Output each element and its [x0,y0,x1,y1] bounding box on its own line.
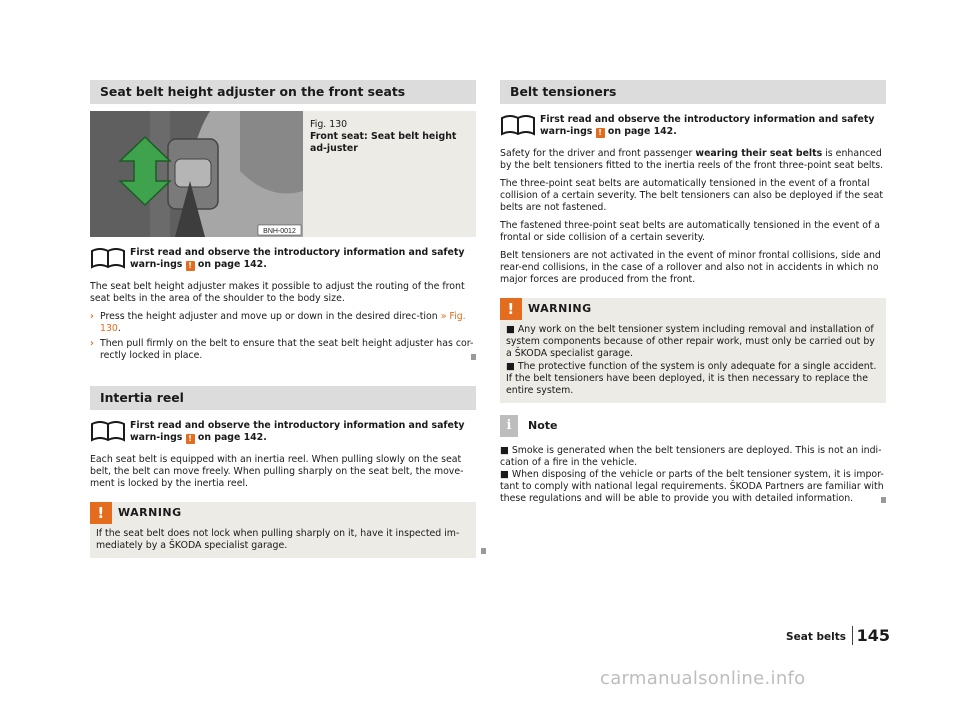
right-column [500,80,886,505]
warning-header: ! WARNING [500,298,886,320]
paragraph: Belt tensioners are not activated in the event of minor frontal collisions, side and rear-end collisions, in the case of a rollover and also not in accidents in which no major forces are produced from the front. [500,250,881,285]
note-header: i Note [500,415,886,437]
chevron-right-icon: › [90,311,94,322]
warning-icon: ! [90,502,112,524]
paragraph: The seat belt height adjuster makes it possible to adjust the routing of the front seat belts in the area of the shoulder to the body size. [90,281,465,304]
paragraph: Safety for the driver and front passenger wearing their seat belts is enhanced by the belt tensioners fitted to the inertia reels of the front three-point seat belts. [500,148,884,171]
intro-note: First read and observe the introductory information and safety warn-ings ! on page 142. [90,247,476,271]
figure-label: Fig. 130 [310,119,348,130]
note-item: ■ When disposing of the vehicle or parts of the belt tensioner system, it is impor-tant to comply with national legal requirements. ŠKODA Partners are familiar with these regulations and will be able to provide you with detailed information. [500,469,884,504]
figure-link[interactable]: » Fig. 130 [100,311,466,334]
chevron-right-icon: › [90,338,94,349]
manual-book-icon [90,247,126,269]
section-title-height-adjuster: Seat belt height adjuster on the front seats [90,80,476,104]
page-number: 145 [852,626,890,645]
warning-icon: ! [596,128,605,138]
chapter-title: Seat belts [786,631,846,643]
paragraph: The three-point seat belts are automatically tensioned in the event of a frontal collision of a certain severity. The belt tensioners can also be deployed if the seat belts are not fastened. [500,178,884,213]
left-column [90,80,476,558]
list-item: › Press the height adjuster and move up or down in the desired direc-tion » Fig. 130. [90,311,466,334]
section-end-marker [471,354,476,360]
section-end-marker [481,548,486,554]
warning-item: ■ Any work on the belt tensioner system including removal and installation of system components because of other repair work, must only be carried out by a ŠKODA specialist garage. [506,324,875,359]
warning-box [500,298,886,403]
section-title-belt-tensioners: Belt tensioners [500,80,886,104]
manual-book-icon [500,114,536,136]
figure-caption [310,119,470,155]
info-icon: i [500,415,518,437]
section-title-inertia-reel: Intertia reel [90,386,476,410]
figure-box [90,111,476,237]
warning-header: ! WARNING [90,502,476,524]
warning-icon: ! [186,261,195,271]
figure-title: Front seat: Seat belt height ad-juster [310,131,457,154]
warning-item: ■ The protective function of the system is only adequate for a single accident. If the belt tensioners have been deployed, it is then necessary to replace the entire system. [506,361,877,396]
intro-note: First read and observe the introductory information and safety warn-ings ! on page 142. [500,114,886,138]
paragraph: Each seat belt is equipped with an inertia reel. When pulling slowly on the seat belt, the belt can move freely. When pulling sharply on the seat belt, the move-ment is locked by the inertia reel. [90,454,464,489]
manual-book-icon [90,420,126,442]
page-footer [760,628,890,646]
warning-icon: ! [500,298,522,320]
list-item: › Then pull firmly on the belt to ensure that the seat belt height adjuster has cor-rectly locked in place. [90,338,474,361]
paragraph: The fastened three-point seat belts are automatically tensioned in the event of a frontal or side collision of a certain severity. [500,220,881,243]
warning-box [90,502,476,558]
warning-icon: ! [186,434,195,444]
intro-note: First read and observe the introductory information and safety warn-ings ! on page 142. [90,420,476,444]
section-end-marker [881,497,886,503]
figure-code: BNH-0012 [263,228,296,235]
note-item: ■ Smoke is generated when the belt tensioners are deployed. This is not an indi-cation of a fire in the vehicle. [500,445,882,468]
warning-text: If the seat belt does not lock when pulling sharply on it, have it inspected im-mediately by a ŠKODA specialist garage. [96,528,460,551]
watermark: carmanualsonline.info [600,668,806,689]
seat-belt-adjuster-illustration [90,111,303,237]
